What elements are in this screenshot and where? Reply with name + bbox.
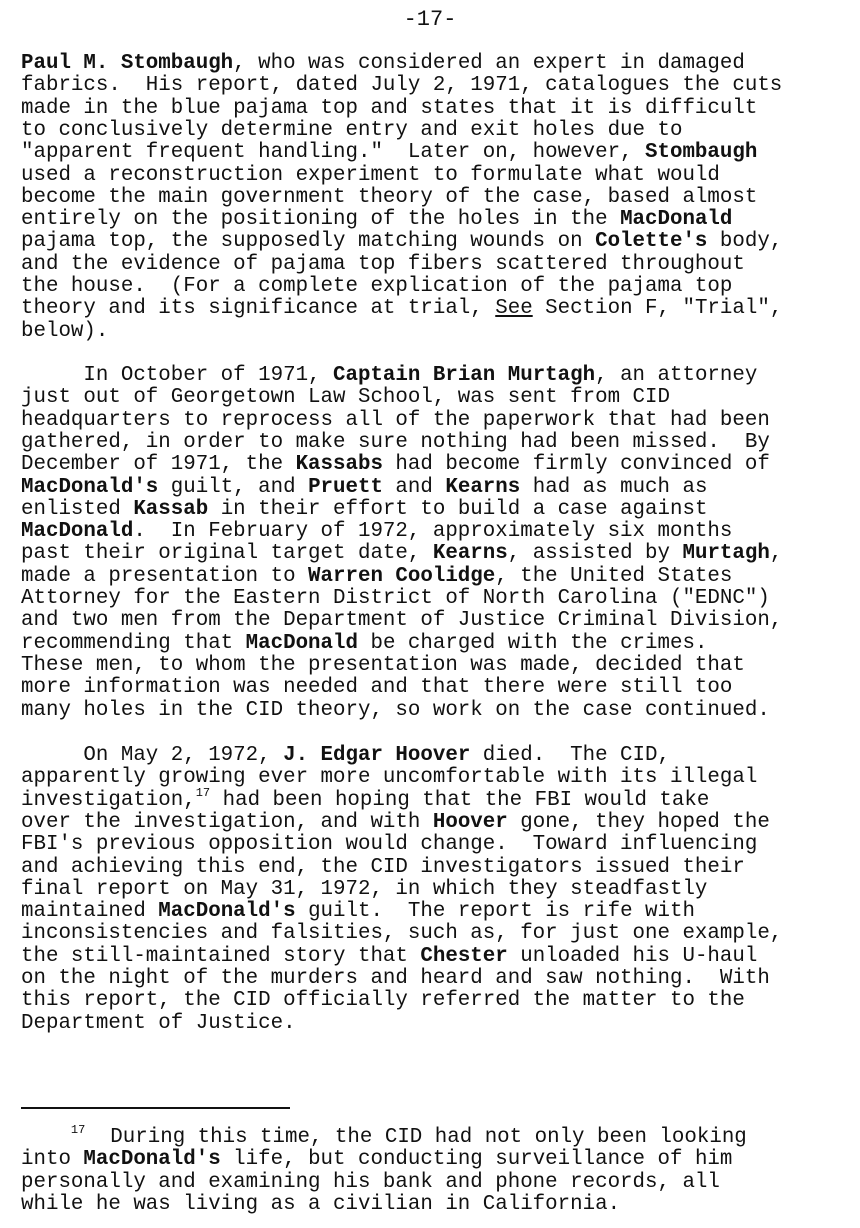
paragraph-2-line — [21, 633, 707, 655]
footnote-line — [21, 1149, 732, 1171]
text-run: just out of Georgetown Law School, was sent from CID — [21, 386, 670, 410]
paragraph-3-line — [21, 879, 707, 901]
text-run: These men, to whom the presentation was made, decided that — [21, 653, 745, 677]
paragraph-1-line — [21, 120, 682, 142]
text-run: , — [769, 542, 783, 566]
text-run: headquarters to reprocess all of the paperwork that had been — [21, 408, 770, 432]
paragraph-1-line — [21, 142, 757, 164]
paragraph-1-line — [21, 231, 782, 253]
paragraph-2-line — [21, 521, 732, 543]
text-run: enlisted — [21, 497, 134, 521]
paragraph-2-line — [21, 410, 770, 432]
paragraph-2-line — [21, 677, 732, 699]
paragraph-3-line — [21, 857, 745, 879]
text-run: had become firmly convinced of — [382, 453, 770, 477]
text-run: body, — [707, 230, 783, 254]
paragraph-3-line — [21, 812, 770, 834]
text-run: while he was living as a civilian in California. — [21, 1192, 621, 1216]
text-run: gone, they hoped the — [507, 810, 770, 834]
paragraph-3-line — [21, 834, 757, 856]
text-run: December of 1971, the — [21, 453, 296, 477]
text-run: below). — [21, 319, 109, 343]
text-run: in their effort to build a case against — [208, 497, 708, 521]
text-run: maintained — [21, 900, 159, 924]
bold-name: Warren Coolidge — [308, 564, 496, 588]
text-run: be charged with the crimes. — [357, 631, 708, 655]
paragraph-1-line — [21, 75, 782, 97]
bold-name: Murtagh — [682, 542, 770, 566]
bold-name: Kassabs — [295, 453, 383, 477]
paragraph-2-line — [21, 432, 770, 454]
text-run: guilt. The report is rife with — [295, 900, 695, 924]
bold-name: MacDonald — [21, 520, 134, 544]
text-run: unloaded his U-haul — [507, 944, 758, 968]
paragraph-3-line — [21, 968, 770, 990]
bold-name: Hoover — [432, 810, 508, 834]
text-run: Department of Justice. — [21, 1011, 296, 1035]
text-run: died. The CID, — [470, 744, 670, 767]
text-run: more information was needed and that there were still too — [21, 676, 733, 700]
bold-name: Colette's — [595, 230, 708, 254]
bold-name: Stombaugh — [645, 141, 758, 165]
text-run: , who was considered an expert in damaged — [233, 52, 745, 75]
paragraph-1-line — [21, 276, 732, 298]
bold-name: Pruett — [308, 475, 383, 499]
paragraph-3-line — [21, 923, 782, 945]
text-run — [21, 1126, 71, 1149]
paragraph-1-line — [21, 187, 757, 209]
text-run: on the night of the murders and heard and saw nothing. With — [21, 967, 770, 990]
text-run: , the United States — [495, 564, 733, 588]
footnote-marker: 17 — [70, 1123, 86, 1137]
text-run: investigation, — [21, 788, 196, 812]
paragraph-2-line — [21, 387, 670, 409]
bold-name: MacDonald — [245, 631, 358, 655]
paragraph-2-line — [21, 499, 707, 521]
paragraph-3-line — [21, 767, 757, 789]
bold-name: J. Edgar Hoover — [283, 744, 471, 767]
text-run: had as much as — [520, 475, 708, 499]
footnote-line — [21, 1123, 747, 1149]
paragraph-1-line — [21, 254, 745, 276]
paragraph-3-line — [21, 1013, 296, 1035]
text-run: In October of 1971, — [21, 364, 334, 387]
paragraph-1-line — [21, 165, 720, 187]
page-number: -17- — [403, 7, 457, 32]
text-run: gathered, in order to make sure nothing had been missed. By — [21, 430, 770, 454]
bold-name: Kearns — [445, 475, 521, 499]
text-run: made in the blue pajama top and states that it is difficult — [21, 96, 758, 120]
text-run: over the investigation, and with — [21, 810, 433, 834]
bold-name: MacDonald — [620, 208, 733, 232]
text-run: entirely on the positioning of the holes in the — [21, 208, 621, 232]
text-run: the still-maintained story that — [21, 944, 421, 968]
paragraph-2-line — [21, 477, 707, 499]
text-run: On May 2, 1972, — [21, 744, 284, 767]
text-run: inconsistencies and falsities, such as, for just one example, — [21, 922, 783, 946]
text-run: FBI's previous opposition would change. Toward influencing — [21, 833, 758, 857]
text-run: Section F, "Trial", — [532, 297, 783, 321]
text-run: life, but conducting surveillance of him — [220, 1148, 733, 1172]
text-run: "apparent frequent handling." Later on, however, — [21, 141, 646, 165]
text-run: apparently growing ever more uncomfortable with its illegal — [21, 766, 758, 790]
paragraph-2-line — [21, 588, 770, 610]
text-run: pajama top, the supposedly matching wounds on — [21, 230, 596, 254]
bold-name: MacDonald's — [83, 1148, 221, 1172]
text-run: , an attorney — [595, 364, 758, 387]
paragraph-3-line — [21, 785, 710, 812]
text-run: , assisted by — [507, 542, 683, 566]
paragraph-1-line — [21, 298, 782, 320]
bold-name: Paul M. Stombaugh — [21, 52, 234, 75]
paragraph-3-line — [21, 990, 745, 1012]
paragraph-2-line — [21, 610, 782, 632]
paragraph-2-line — [21, 566, 732, 588]
text-run: . In February of 1972, approximately six months — [133, 520, 733, 544]
text-run: During this time, the CID had not only been looking — [85, 1126, 747, 1149]
bold-name: MacDonald's — [158, 900, 296, 924]
paragraph-3-line — [21, 901, 695, 923]
footnote-marker: 17 — [195, 785, 211, 800]
bold-name: Kearns — [432, 542, 508, 566]
footnote-line — [21, 1194, 620, 1216]
text-run: recommending that — [21, 631, 246, 655]
text-run: and — [382, 475, 446, 499]
text-run: the house. (For a complete explication of the pajama top — [21, 275, 733, 298]
paragraph-2-line — [21, 700, 770, 722]
paragraph-2-line — [21, 454, 770, 476]
bold-name: MacDonald's — [21, 475, 159, 499]
paragraph-1-line — [21, 321, 108, 343]
paragraph-2-line — [21, 655, 745, 677]
bold-name: Kassab — [133, 497, 209, 521]
bold-name: Chester — [420, 944, 508, 968]
text-run: personally and examining his bank and phone records, all — [21, 1170, 720, 1194]
text-run: past their original target date, — [21, 542, 433, 566]
text-run: and two men from the Department of Justice Criminal Division, — [21, 609, 783, 633]
text-run: many holes in the CID theory, so work on the case continued. — [21, 698, 770, 722]
paragraph-1-line — [21, 53, 745, 75]
text-run: into — [21, 1148, 84, 1172]
paragraph-1-line — [21, 98, 757, 120]
text-run: and the evidence of pajama top fibers scattered throughout — [21, 252, 745, 276]
footnote-line — [21, 1172, 720, 1194]
bold-name: Captain Brian Murtagh — [333, 364, 596, 387]
text-run: guilt, and — [158, 475, 309, 499]
text-run: final report on May 31, 1972, in which they steadfastly — [21, 877, 708, 901]
text-run: made a presentation to — [21, 564, 309, 588]
paragraph-2-line — [21, 365, 757, 387]
text-run: fabrics. His report, dated July 2, 1971, catalogues the cuts — [21, 74, 783, 98]
text-run: had been hoping that the FBI would take — [210, 788, 710, 812]
underlined-text: See — [495, 297, 533, 321]
text-run: become the main government theory of the case, based almost — [21, 185, 758, 209]
text-run: this report, the CID officially referred the matter to the — [21, 989, 745, 1013]
footnote-separator — [21, 1107, 290, 1109]
text-run: and achieving this end, the CID investigators issued their — [21, 855, 745, 879]
paragraph-2-line — [21, 543, 782, 565]
paragraph-3-line — [21, 745, 670, 767]
text-run: used a reconstruction experiment to formulate what would — [21, 163, 720, 187]
text-run: theory and its significance at trial, — [21, 297, 496, 321]
paragraph-1-line — [21, 209, 732, 231]
text-run: to conclusively determine entry and exit holes due to — [21, 118, 683, 142]
paragraph-3-line — [21, 946, 757, 968]
text-run: Attorney for the Eastern District of North Carolina ("EDNC") — [21, 587, 770, 610]
